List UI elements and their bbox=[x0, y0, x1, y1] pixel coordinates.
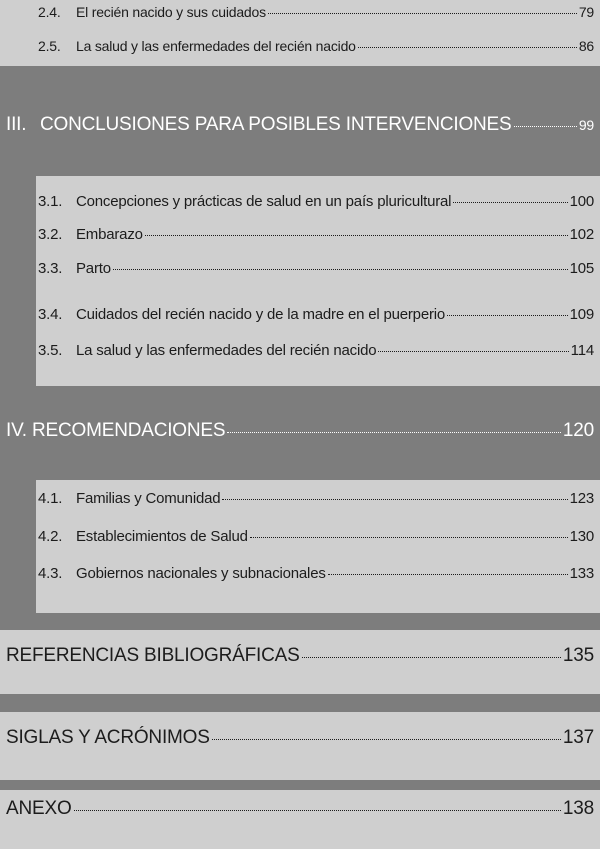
toc-entry-3-1[interactable] bbox=[38, 193, 594, 213]
entry-title: Gobiernos nacionales y subnacionales bbox=[76, 565, 326, 582]
entry-number: 3.2. bbox=[38, 226, 63, 243]
entry-page: 102 bbox=[569, 226, 594, 243]
entry-title: La salud y las enfermedades del recién nacido bbox=[76, 38, 356, 54]
entry-number: 3.4. bbox=[38, 306, 63, 323]
toc-entry-3-5[interactable] bbox=[38, 342, 594, 362]
entry-title: Familias y Comunidad bbox=[76, 490, 221, 507]
entry-page: 123 bbox=[569, 490, 594, 507]
entry-title: Concepciones y prácticas de salud en un país pluricultural bbox=[76, 193, 452, 210]
entry-page: 79 bbox=[578, 4, 594, 20]
toc-annex[interactable] bbox=[6, 798, 594, 824]
section-title: ANEXO bbox=[6, 798, 72, 819]
entry-title: El recién nacido y sus cuidados bbox=[76, 4, 266, 20]
toc-entry-4-2[interactable] bbox=[38, 528, 594, 548]
entry-page: 114 bbox=[570, 342, 594, 359]
toc-entry-3-2[interactable] bbox=[38, 226, 594, 246]
entry-title: Embarazo bbox=[76, 226, 143, 243]
entry-number: 4.1. bbox=[38, 490, 63, 507]
entry-number: 4.2. bbox=[38, 528, 63, 545]
entry-page: 86 bbox=[578, 38, 594, 54]
dot-leader bbox=[74, 810, 561, 811]
section-page: 99 bbox=[578, 117, 594, 133]
section-page: 120 bbox=[562, 420, 594, 441]
dot-leader bbox=[250, 537, 568, 538]
toc-entry-2-4[interactable] bbox=[38, 4, 594, 24]
toc-references[interactable] bbox=[6, 645, 594, 671]
dot-leader bbox=[328, 574, 568, 575]
section-title: CONCLUSIONES PARA POSIBLES INTERVENCIONES bbox=[40, 114, 512, 135]
entry-page: 100 bbox=[569, 193, 594, 210]
dot-leader bbox=[222, 499, 567, 500]
entry-title: Cuidados del recién nacido y de la madre en el puerperio bbox=[76, 306, 446, 323]
toc-section-3-heading[interactable] bbox=[6, 114, 594, 140]
toc-section-4-heading[interactable] bbox=[6, 420, 594, 446]
entry-number: 2.5. bbox=[38, 38, 61, 54]
entry-title: La salud y las enfermedades del recién nacido bbox=[76, 342, 377, 359]
entry-page: 105 bbox=[569, 260, 594, 277]
entry-page: 130 bbox=[569, 528, 594, 545]
entry-page: 133 bbox=[569, 565, 594, 582]
entry-title: Parto bbox=[76, 260, 111, 277]
entry-number: 4.3. bbox=[38, 565, 63, 582]
dot-leader bbox=[212, 739, 561, 740]
section-title: RECOMENDACIONES bbox=[32, 420, 226, 441]
toc-acronyms[interactable] bbox=[6, 727, 594, 753]
dot-leader bbox=[145, 235, 568, 236]
toc-entry-4-3[interactable] bbox=[38, 565, 594, 585]
dot-leader bbox=[302, 657, 561, 658]
section-page: 137 bbox=[562, 727, 594, 748]
dot-leader bbox=[453, 202, 567, 203]
dot-leader bbox=[447, 315, 568, 316]
section-title: SIGLAS Y ACRÓNIMOS bbox=[6, 727, 210, 748]
dot-leader bbox=[227, 432, 561, 433]
entry-page: 109 bbox=[569, 306, 594, 323]
toc-entry-3-3[interactable] bbox=[38, 260, 594, 280]
section-number: IV. bbox=[6, 420, 27, 441]
dot-leader bbox=[268, 13, 577, 14]
entry-number: 2.4. bbox=[38, 4, 61, 20]
section-page: 135 bbox=[562, 645, 594, 666]
entry-title: Establecimientos de Salud bbox=[76, 528, 248, 545]
toc-entry-2-5[interactable] bbox=[38, 38, 594, 58]
section-title: REFERENCIAS BIBLIOGRÁFICAS bbox=[6, 645, 300, 666]
entry-number: 3.3. bbox=[38, 260, 63, 277]
toc-entry-4-1[interactable] bbox=[38, 490, 594, 510]
dot-leader bbox=[358, 47, 577, 48]
entry-number: 3.5. bbox=[38, 342, 63, 359]
toc-entry-3-4[interactable] bbox=[38, 306, 594, 326]
section-page: 138 bbox=[562, 798, 594, 819]
entry-number: 3.1. bbox=[38, 193, 63, 210]
dot-leader bbox=[378, 351, 568, 352]
section-number: III. bbox=[6, 114, 27, 135]
dot-leader bbox=[514, 126, 577, 127]
dot-leader bbox=[113, 269, 568, 270]
